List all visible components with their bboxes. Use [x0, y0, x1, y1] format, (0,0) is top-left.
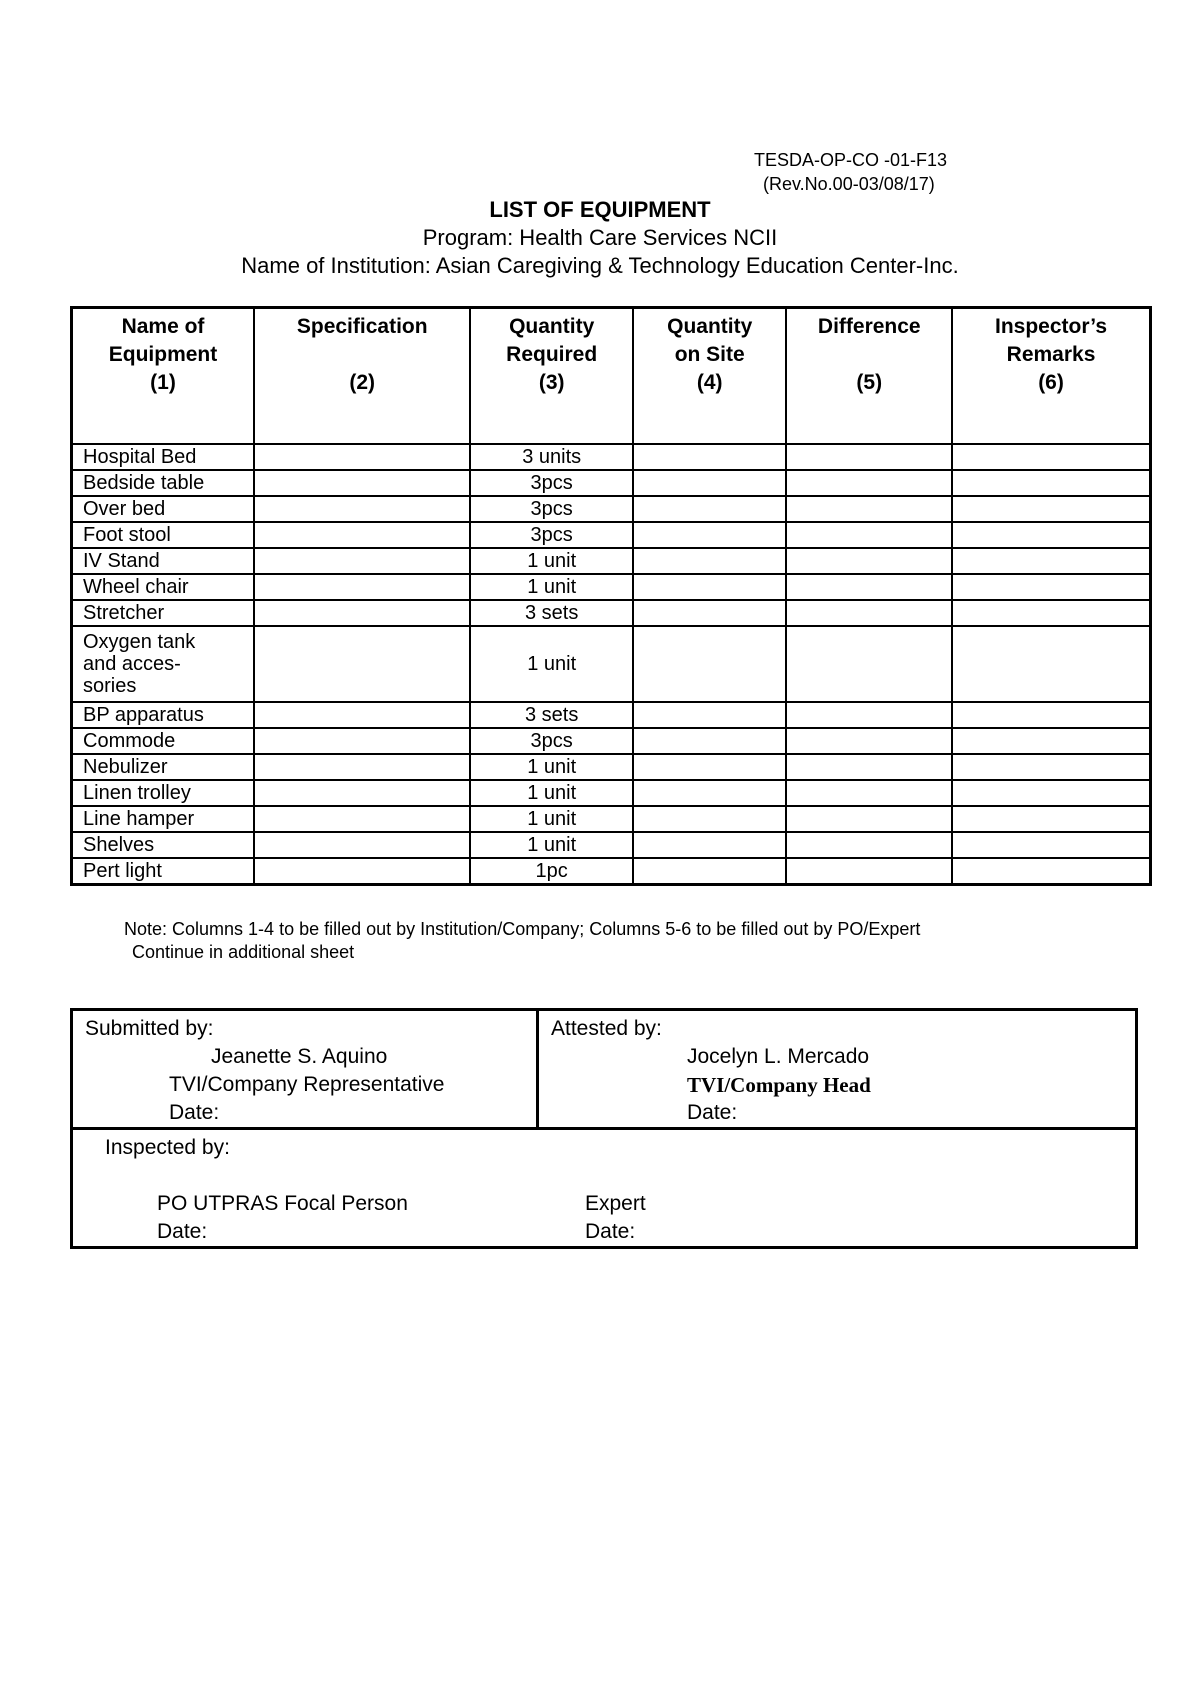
equipment-name: Stretcher: [72, 600, 255, 626]
specification-cell: [254, 832, 470, 858]
difference-cell: [786, 780, 952, 806]
specification-cell: [254, 574, 470, 600]
quantity-on-site-cell: [633, 522, 787, 548]
specification-cell: [254, 600, 470, 626]
attested-by-cell: [538, 1010, 1137, 1129]
institution-name: Name of Institution: Asian Caregiving & Technology Education Center-Inc.: [241, 253, 959, 278]
attested-date-label: Date:: [687, 1101, 738, 1124]
submitted-date-label: Date:: [169, 1101, 220, 1124]
specification-cell: [254, 444, 470, 470]
table-row: [72, 754, 1151, 780]
expert-role: Expert: [585, 1192, 646, 1215]
table-row: [72, 444, 1151, 470]
page-title: LIST OF EQUIPMENT: [489, 197, 711, 222]
po-date-label: Date:: [157, 1220, 208, 1243]
quantity-required: 1 unit: [470, 574, 633, 600]
signature-row: [72, 1010, 1137, 1129]
table-row: [72, 626, 1151, 702]
remarks-cell: [952, 626, 1150, 702]
note-line: Note: Columns 1-4 to be filled out by Institution/Company; Columns 5-6 to be filled out by PO/Expert: [124, 919, 921, 939]
table-row: [72, 574, 1151, 600]
column-header-inspector-remarks: Inspector’s Remarks (6): [952, 308, 1150, 445]
attested-by-role: TVI/Company Head: [687, 1073, 871, 1097]
difference-cell: [786, 522, 952, 548]
inspection-row: [72, 1129, 1137, 1248]
quantity-required: 1 unit: [470, 780, 633, 806]
specification-cell: [254, 496, 470, 522]
quantity-required: 3pcs: [470, 470, 633, 496]
revision-number: (Rev.No.00-03/08/17): [763, 174, 935, 194]
remarks-cell: [952, 832, 1150, 858]
inspection-signatories: [73, 1190, 1135, 1246]
document-heading: [0, 196, 1200, 280]
quantity-required: 3pcs: [470, 728, 633, 754]
equipment-name: Foot stool: [72, 522, 255, 548]
quantity-required: 1 unit: [470, 832, 633, 858]
quantity-on-site-cell: [633, 626, 787, 702]
remarks-cell: [952, 600, 1150, 626]
equipment-name: Over bed: [72, 496, 255, 522]
attested-by-name: Jocelyn L. Mercado: [687, 1045, 870, 1068]
table-row: [72, 470, 1151, 496]
quantity-on-site-cell: [633, 600, 787, 626]
specification-cell: [254, 626, 470, 702]
table-row: [72, 728, 1151, 754]
difference-cell: [786, 548, 952, 574]
expert-signatory: [585, 1190, 646, 1246]
specification-cell: [254, 858, 470, 885]
specification-cell: [254, 806, 470, 832]
quantity-on-site-cell: [633, 806, 787, 832]
difference-cell: [786, 754, 952, 780]
specification-cell: [254, 754, 470, 780]
table-row: [72, 522, 1151, 548]
quantity-required: 3pcs: [470, 496, 633, 522]
difference-cell: [786, 806, 952, 832]
quantity-on-site-cell: [633, 496, 787, 522]
difference-cell: [786, 444, 952, 470]
quantity-on-site-cell: [633, 444, 787, 470]
equipment-table: [70, 306, 1152, 886]
quantity-required: 1 unit: [470, 806, 633, 832]
table-row: [72, 496, 1151, 522]
note-continue-line: Continue in additional sheet: [132, 942, 355, 962]
submitted-by-cell: [72, 1010, 538, 1129]
remarks-cell: [952, 754, 1150, 780]
specification-cell: [254, 780, 470, 806]
remarks-cell: [952, 470, 1150, 496]
quantity-required: 1 unit: [470, 754, 633, 780]
quantity-on-site-cell: [633, 702, 787, 728]
equipment-name: IV Stand: [72, 548, 255, 574]
specification-cell: [254, 470, 470, 496]
submitted-by-label: Submitted by:: [85, 1017, 214, 1040]
equipment-name: Bedside table: [72, 470, 255, 496]
quantity-on-site-cell: [633, 780, 787, 806]
difference-cell: [786, 832, 952, 858]
submitted-by-name: Jeanette S. Aquino: [211, 1045, 388, 1068]
po-signatory: [73, 1190, 585, 1246]
quantity-on-site-cell: [633, 470, 787, 496]
specification-cell: [254, 522, 470, 548]
difference-cell: [786, 858, 952, 885]
form-code-block: [754, 148, 947, 196]
equipment-name: Shelves: [72, 832, 255, 858]
quantity-required: 1pc: [470, 858, 633, 885]
difference-cell: [786, 496, 952, 522]
remarks-cell: [952, 702, 1150, 728]
table-row: [72, 600, 1151, 626]
table-row: [72, 702, 1151, 728]
expert-date-label: Date:: [585, 1220, 636, 1243]
remarks-cell: [952, 574, 1150, 600]
table-header-row: [72, 308, 1151, 445]
column-header-name: Name of Equipment (1): [72, 308, 255, 445]
submitted-by-role: TVI/Company Representative: [169, 1073, 445, 1096]
quantity-on-site-cell: [633, 548, 787, 574]
table-row: [72, 806, 1151, 832]
quantity-required: 3 units: [470, 444, 633, 470]
equipment-name: Wheel chair: [72, 574, 255, 600]
remarks-cell: [952, 780, 1150, 806]
difference-cell: [786, 702, 952, 728]
remarks-cell: [952, 444, 1150, 470]
equipment-name: Nebulizer: [72, 754, 255, 780]
equipment-name: Hospital Bed: [72, 444, 255, 470]
difference-cell: [786, 470, 952, 496]
difference-cell: [786, 574, 952, 600]
quantity-required: 1 unit: [470, 548, 633, 574]
remarks-cell: [952, 548, 1150, 574]
column-header-quantity-required: Quantity Required (3): [470, 308, 633, 445]
equipment-name: Commode: [72, 728, 255, 754]
inspected-by-label: Inspected by:: [105, 1136, 230, 1159]
remarks-cell: [952, 728, 1150, 754]
quantity-on-site-cell: [633, 728, 787, 754]
specification-cell: [254, 548, 470, 574]
difference-cell: [786, 626, 952, 702]
table-row: [72, 780, 1151, 806]
table-row: [72, 548, 1151, 574]
specification-cell: [254, 702, 470, 728]
equipment-name: Oxygen tank and acces- sories: [72, 626, 255, 702]
equipment-name: BP apparatus: [72, 702, 255, 728]
quantity-on-site-cell: [633, 754, 787, 780]
note-block: [124, 918, 920, 964]
quantity-on-site-cell: [633, 574, 787, 600]
attested-by-label: Attested by:: [551, 1017, 662, 1040]
quantity-required: 1 unit: [470, 626, 633, 702]
quantity-required: 3 sets: [470, 702, 633, 728]
form-code: TESDA-OP-CO -01-F13: [754, 150, 948, 170]
remarks-cell: [952, 858, 1150, 885]
program-name: Program: Health Care Services NCII: [422, 225, 778, 250]
signature-table: [70, 1008, 1138, 1249]
po-role: PO UTPRAS Focal Person: [157, 1192, 408, 1215]
table-row: [72, 832, 1151, 858]
remarks-cell: [952, 496, 1150, 522]
equipment-name: Linen trolley: [72, 780, 255, 806]
quantity-on-site-cell: [633, 832, 787, 858]
table-row: [72, 858, 1151, 885]
column-header-difference: Difference (5): [786, 308, 952, 445]
inspected-by-cell: [72, 1129, 1137, 1248]
column-header-specification: Specification (2): [254, 308, 470, 445]
equipment-name: Pert light: [72, 858, 255, 885]
difference-cell: [786, 728, 952, 754]
difference-cell: [786, 600, 952, 626]
quantity-required: 3pcs: [470, 522, 633, 548]
specification-cell: [254, 728, 470, 754]
column-header-quantity-on-site: Quantity on Site (4): [633, 308, 787, 445]
equipment-name: Line hamper: [72, 806, 255, 832]
quantity-on-site-cell: [633, 858, 787, 885]
quantity-required: 3 sets: [470, 600, 633, 626]
remarks-cell: [952, 806, 1150, 832]
remarks-cell: [952, 522, 1150, 548]
